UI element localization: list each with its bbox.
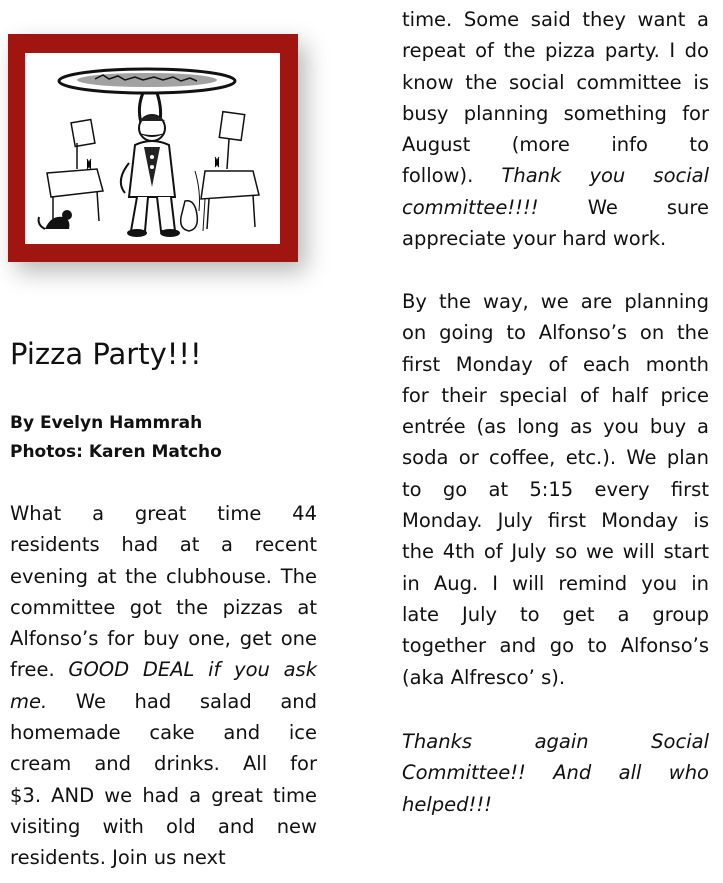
- text-segment: know the social committee is: [402, 70, 709, 94]
- text-line: on going to Alfonso’s on the: [402, 321, 709, 345]
- article-photo: [25, 53, 280, 244]
- text-line: (aka Alfresco’ s).: [402, 665, 566, 689]
- text-line: [402, 160, 709, 191]
- text-segment: visiting with old and new: [10, 814, 317, 838]
- article-body-left: [10, 498, 317, 874]
- text-line: [402, 98, 709, 129]
- text-line: to go at 5:15 every first: [402, 477, 709, 501]
- text-line: [10, 811, 317, 842]
- text-line: [402, 192, 709, 223]
- text-line: for their special of half price: [402, 383, 709, 407]
- text-line: [10, 561, 317, 592]
- text-line: Committee!! And all who: [402, 761, 709, 785]
- text-line: Thanks again Social: [402, 730, 709, 753]
- text-line: first Monday of each month: [402, 352, 709, 376]
- text-segment: appreciate your hard work.: [402, 227, 667, 251]
- text-line: [402, 223, 709, 254]
- italic-text: GOOD DEAL if you ask: [68, 658, 317, 682]
- text-line: [10, 686, 317, 717]
- text-segment: time. Some said they want a: [402, 8, 709, 31]
- article-title: Pizza Party!!!: [10, 337, 202, 371]
- text-line: together and go to Alfonso’s: [402, 634, 709, 658]
- text-line: [10, 780, 317, 811]
- byline: [10, 409, 222, 467]
- text-line: [402, 4, 709, 35]
- text-segment: residents. Join us next: [10, 846, 226, 870]
- text-line: helped!!!: [402, 792, 492, 816]
- text-segment: Alfonso’s for buy one, get one: [10, 627, 317, 651]
- byline-author: By Evelyn Hammrah: [10, 413, 203, 433]
- article-photo-frame: [8, 34, 298, 262]
- text-line: in Aug. I will remind you in: [402, 571, 709, 595]
- text-line: By the way, we are planning: [402, 290, 709, 313]
- text-line: [10, 842, 317, 873]
- text-line: [10, 748, 317, 779]
- text-line: [10, 717, 317, 748]
- text-segment: We had salad and: [47, 689, 317, 713]
- byline-photos: Photos: Karen Matcho: [10, 442, 222, 462]
- text-line: [10, 623, 317, 654]
- text-segment: cream and drinks. All for: [10, 752, 317, 776]
- text-segment: August (more info to: [402, 133, 709, 157]
- text-segment: follow).: [402, 164, 502, 188]
- text-line: [10, 654, 317, 685]
- text-segment: We sure: [538, 195, 709, 219]
- text-line: [402, 67, 709, 98]
- text-segment: What a great time 44: [10, 502, 317, 525]
- text-line: [402, 129, 709, 160]
- text-line: the 4th of July so we will start: [402, 540, 709, 564]
- italic-text: me.: [10, 689, 48, 713]
- text-segment: homemade cake and ice: [10, 721, 317, 745]
- text-segment: committee got the pizzas at: [10, 595, 317, 619]
- italic-text: Thank you social: [501, 164, 710, 188]
- text-segment: residents had at a recent: [10, 533, 317, 557]
- text-line: [10, 592, 317, 623]
- text-line: late July to get a group: [402, 602, 709, 626]
- text-segment: free.: [10, 658, 69, 682]
- pizza-chef-illustration-icon: [25, 53, 280, 244]
- text-segment: evening at the clubhouse. The: [10, 564, 317, 588]
- article-body-right-para-3: [402, 726, 709, 820]
- text-line: entrée (as long as you buy a: [402, 415, 709, 439]
- text-line: [402, 35, 709, 66]
- text-segment: repeat of the pizza party. I do: [402, 39, 709, 63]
- text-line: soda or coffee, etc.). We plan: [402, 446, 709, 470]
- text-segment: busy planning something for: [402, 101, 709, 125]
- italic-text: committee!!!!: [402, 195, 539, 219]
- text-line: [10, 498, 317, 529]
- text-line: [10, 529, 317, 560]
- article-body-right-para-1: [402, 4, 709, 254]
- text-segment: $3. AND we had a great time: [10, 783, 317, 807]
- text-line: Monday. July first Monday is: [402, 509, 709, 533]
- article-body-right-para-2: [402, 286, 709, 693]
